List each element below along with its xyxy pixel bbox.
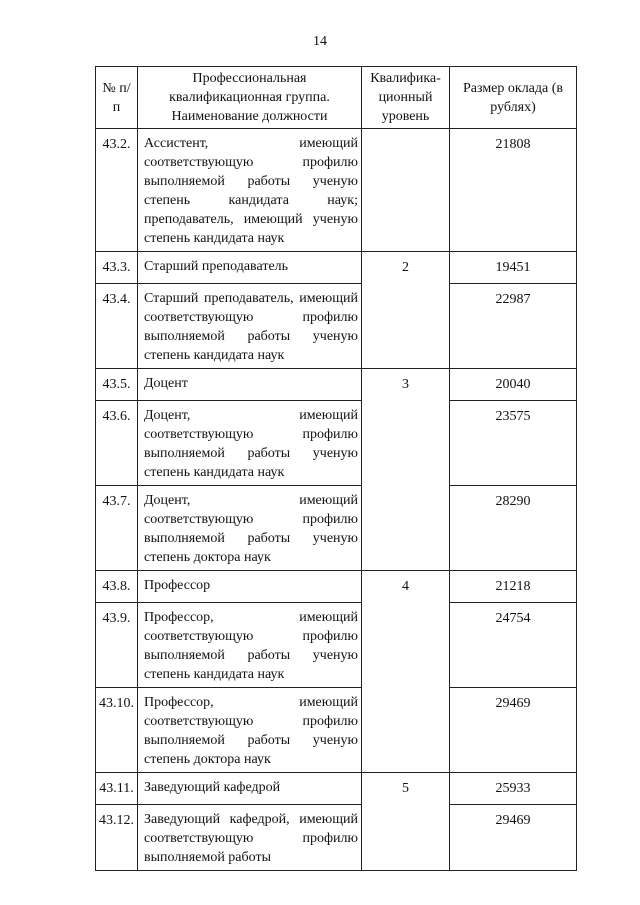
position-name: Старший преподаватель — [144, 259, 289, 274]
salary-value: 24754 — [495, 611, 531, 626]
position-name: Заведующий кафедрой, имеющий соответствующую профилю выполняемой работы — [144, 812, 358, 865]
position-name-cell — [138, 369, 362, 401]
level-cell — [362, 369, 450, 571]
position-name-cell — [138, 129, 362, 252]
table-row — [96, 401, 577, 486]
header-level-label: Квалифика-ционный уровень — [370, 71, 441, 124]
row-number: 43.2. — [102, 137, 131, 152]
table-row — [96, 284, 577, 369]
position-name-cell — [138, 284, 362, 369]
salary-value: 20040 — [495, 377, 531, 392]
salary-value: 29469 — [495, 696, 531, 711]
row-number: 43.7. — [102, 494, 131, 509]
salary-table — [95, 66, 577, 871]
table-row — [96, 252, 577, 284]
row-number-cell — [96, 252, 138, 284]
table-header-row — [96, 67, 577, 129]
salary-value: 23575 — [495, 409, 531, 424]
position-name: Доцент, имеющий соответствующую профилю выполняемой работы ученую степень доктора наук — [144, 493, 358, 565]
row-number: 43.12. — [99, 813, 134, 828]
level-cell — [362, 773, 450, 871]
row-number: 43.11. — [99, 781, 134, 796]
header-level — [362, 67, 450, 129]
salary-cell — [450, 284, 577, 369]
position-name: Профессор, имеющий соответствующую профилю выполняемой работы ученую степень кандидата наук — [144, 610, 358, 682]
header-salary-label: Размер оклада (в рублях) — [462, 80, 564, 115]
salary-cell — [450, 252, 577, 284]
table-row — [96, 129, 577, 252]
level-value — [362, 129, 449, 135]
level-value: 3 — [402, 377, 409, 392]
header-num-label: № п/п — [102, 80, 131, 115]
header-group-label: Профессиональная квалификационная группа. Наименование должности — [169, 71, 330, 124]
level-cell — [362, 129, 450, 252]
row-number-cell — [96, 603, 138, 688]
salary-cell — [450, 486, 577, 571]
position-name-cell — [138, 773, 362, 805]
position-name-cell — [138, 486, 362, 571]
row-number-cell — [96, 129, 138, 252]
position-name: Профессор, имеющий соответствующую профилю выполняемой работы ученую степень доктора наук — [144, 695, 358, 767]
salary-cell — [450, 805, 577, 871]
level-value: 5 — [402, 781, 409, 796]
level-cell — [362, 252, 450, 369]
position-name-cell — [138, 571, 362, 603]
position-name: Профессор — [144, 578, 211, 593]
row-number: 43.5. — [102, 377, 131, 392]
salary-value: 19451 — [495, 260, 531, 275]
salary-cell — [450, 129, 577, 252]
position-name: Ассистент, имеющий соответствующую профилю выполняемой работы ученую степень кандидата наук; преподаватель, имеющий ученую степень кандидата наук — [144, 136, 358, 246]
position-name: Доцент — [144, 376, 188, 391]
salary-value: 21218 — [495, 579, 531, 594]
table-row — [96, 369, 577, 401]
level-value: 4 — [402, 579, 409, 594]
salary-cell — [450, 688, 577, 773]
header-group — [138, 67, 362, 129]
position-name: Старший преподаватель, имеющий соответствующую профилю выполняемой работы ученую степень кандидата наук — [144, 291, 358, 363]
salary-cell — [450, 401, 577, 486]
salary-cell — [450, 369, 577, 401]
position-name-cell — [138, 401, 362, 486]
position-name: Заведующий кафедрой — [144, 780, 281, 795]
header-num — [96, 67, 138, 129]
level-cell — [362, 571, 450, 773]
row-number-cell — [96, 688, 138, 773]
page-number: 14 — [313, 34, 327, 49]
row-number-cell — [96, 571, 138, 603]
row-number-cell — [96, 805, 138, 871]
row-number-cell — [96, 369, 138, 401]
position-name-cell — [138, 603, 362, 688]
row-number: 43.8. — [102, 579, 131, 594]
salary-cell — [450, 571, 577, 603]
row-number: 43.3. — [102, 260, 131, 275]
table-row — [96, 688, 577, 773]
position-name-cell — [138, 688, 362, 773]
row-number-cell — [96, 773, 138, 805]
position-name-cell — [138, 252, 362, 284]
salary-value: 29469 — [495, 813, 531, 828]
salary-value: 25933 — [495, 781, 531, 796]
table-row — [96, 486, 577, 571]
row-number: 43.4. — [102, 292, 131, 307]
salary-value: 28290 — [495, 494, 531, 509]
salary-value: 22987 — [495, 292, 531, 307]
table-row — [96, 603, 577, 688]
position-name: Доцент, имеющий соответствующую профилю выполняемой работы ученую степень кандидата наук — [144, 408, 358, 480]
row-number: 43.9. — [102, 611, 131, 626]
row-number-cell — [96, 486, 138, 571]
row-number: 43.6. — [102, 409, 131, 424]
table-row — [96, 571, 577, 603]
header-salary — [450, 67, 577, 129]
row-number: 43.10. — [99, 696, 134, 711]
row-number-cell — [96, 401, 138, 486]
salary-cell — [450, 603, 577, 688]
position-name-cell — [138, 805, 362, 871]
table-row — [96, 773, 577, 805]
level-value: 2 — [402, 260, 409, 275]
table-row — [96, 805, 577, 871]
salary-value: 21808 — [495, 137, 531, 152]
salary-cell — [450, 773, 577, 805]
row-number-cell — [96, 284, 138, 369]
